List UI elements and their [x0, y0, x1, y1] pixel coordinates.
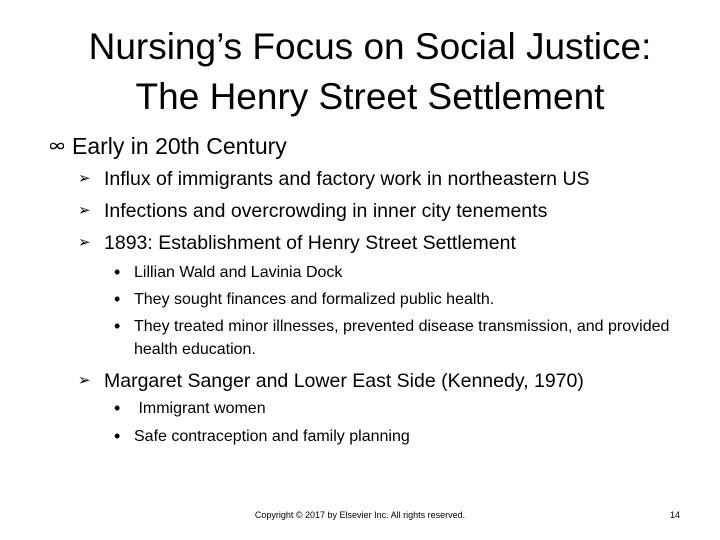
dot-bullet-icon: • [114, 316, 121, 336]
detail-immigrant-women: Immigrant women [134, 400, 266, 417]
page-number: 14 [669, 510, 680, 520]
dot-bullet-icon: • [114, 289, 121, 309]
sub-point-infections: Infections and overcrowding in inner city tenements [104, 200, 548, 222]
arrow-bullet-icon: ➢ [78, 202, 91, 219]
main-point: Early in 20th Century [72, 133, 287, 159]
slide-title-line-2: The Henry Street Settlement [135, 76, 605, 117]
dot-bullet-icon: • [114, 398, 121, 418]
detail-finances: They sought finances and formalized public health. [134, 291, 495, 308]
arrow-bullet-icon: ➢ [78, 372, 91, 389]
sub-point-sanger: Margaret Sanger and Lower East Side (Kennedy, 1970) [104, 370, 584, 392]
slide-title [40, 22, 700, 122]
slide-title-line-1: Nursing’s Focus on Social Justice: [88, 26, 652, 67]
arrow-bullet-icon: ➢ [78, 234, 91, 251]
sub-point-henry-street: 1893: Establishment of Henry Street Settlement [104, 232, 516, 254]
dot-bullet-icon: • [114, 262, 121, 282]
detail-wald-dock: Lillian Wald and Lavinia Dock [134, 264, 343, 281]
detail-treatment: They treated minor illnesses, prevented disease transmission, and provided health education. [134, 318, 670, 358]
detail-contraception: Safe contraception and family planning [134, 428, 410, 445]
infinity-bullet-icon [49, 141, 65, 151]
copyright-footer: Copyright © 2017 by Elsevier Inc. All rights reserved. [254, 510, 466, 520]
dot-bullet-icon: • [114, 426, 121, 446]
sub-point-immigrants: Influx of immigrants and factory work in northeastern US [104, 168, 590, 190]
arrow-bullet-icon: ➢ [78, 170, 91, 187]
